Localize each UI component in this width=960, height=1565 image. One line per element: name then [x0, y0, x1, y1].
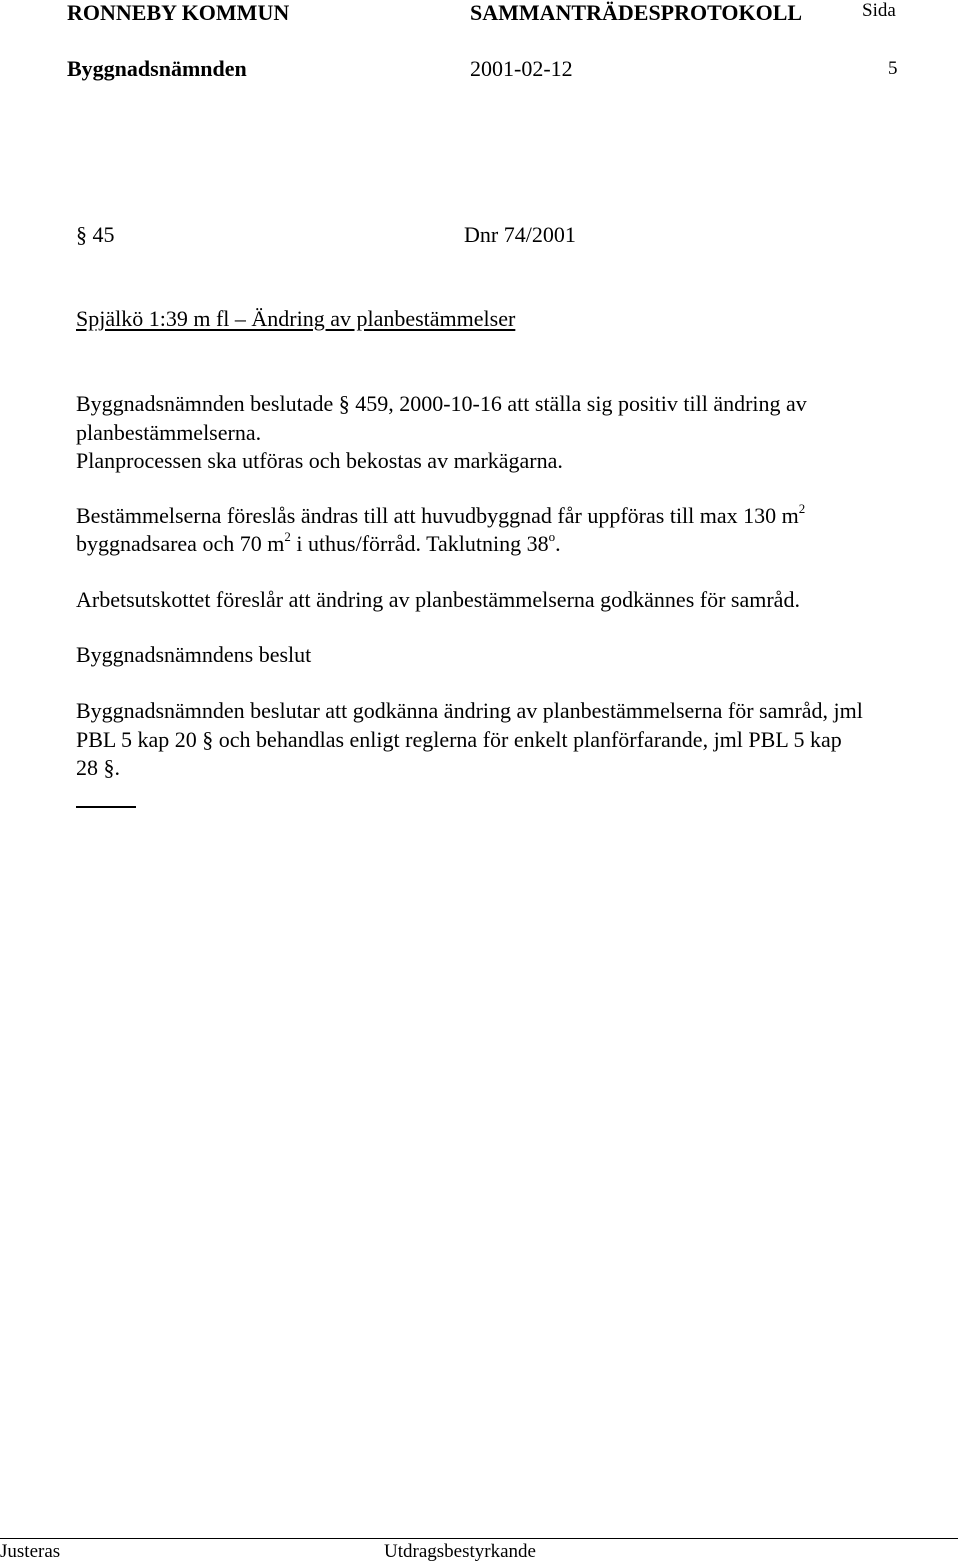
paragraph-1-line-1: Byggnadsnämnden beslutade § 459, 2000-10-16 att ställa sig positiv till ändring av — [76, 391, 807, 416]
paragraph-2-line-2: byggnadsarea och 70 $m^2$ i uthus/förråd. Taklutning 38$^o$. — [76, 529, 561, 556]
decision-line-1: Byggnadsnämnden beslutar att godkänna ändring av planbestämmelserna för samråd, jml — [76, 698, 863, 723]
section-number: § 45 — [76, 222, 115, 247]
decision-heading: Byggnadsnämndens beslut — [76, 642, 312, 667]
paragraph-1-line-3: Planprocessen ska utföras och bekostas av markägarna. — [76, 448, 563, 473]
committee-name: Byggnadsnämnden — [67, 56, 247, 81]
paragraph-symbol: § — [338, 391, 350, 416]
footer-utdragsbestyrkande: Utdragsbestyrkande — [384, 1541, 536, 1562]
page-label: Sida — [862, 0, 896, 21]
paragraph-symbol: § — [76, 222, 87, 247]
page-number: 5 — [888, 58, 898, 79]
document-type: SAMMANTRÄDESPROTOKOLL — [470, 0, 803, 25]
paragraph-symbol: § — [202, 727, 214, 752]
section-end-rule — [76, 806, 136, 808]
paragraph-2-line-1: Bestämmelserna föreslås ändras till att huvudbyggnad får uppföras till max 130 $m^2$ — [76, 501, 806, 528]
footer-justeras: Justeras — [0, 1541, 61, 1562]
dnr-reference: Dnr 74/2001 — [464, 222, 576, 247]
decision-line-2: PBL 5 kap 20 § och behandlas enligt reglerna för enkelt planförfarande, jml PBL 5 kap — [76, 727, 842, 752]
footer-rule — [0, 1538, 958, 1539]
meeting-date: 2001-02-12 — [470, 56, 573, 81]
paragraph-symbol: § — [103, 755, 115, 780]
section-title: Spjälkö 1:39 m fl – Ändring av planbestämmelser — [76, 306, 516, 331]
paragraph-3: Arbetsutskottet föreslår att ändring av planbestämmelserna godkännes för samråd. — [76, 587, 800, 612]
paragraph-1-line-2: planbestämmelserna. — [76, 420, 262, 445]
decision-line-3: 28 §. — [76, 755, 120, 780]
municipality-name: RONNEBY KOMMUN — [67, 0, 290, 25]
